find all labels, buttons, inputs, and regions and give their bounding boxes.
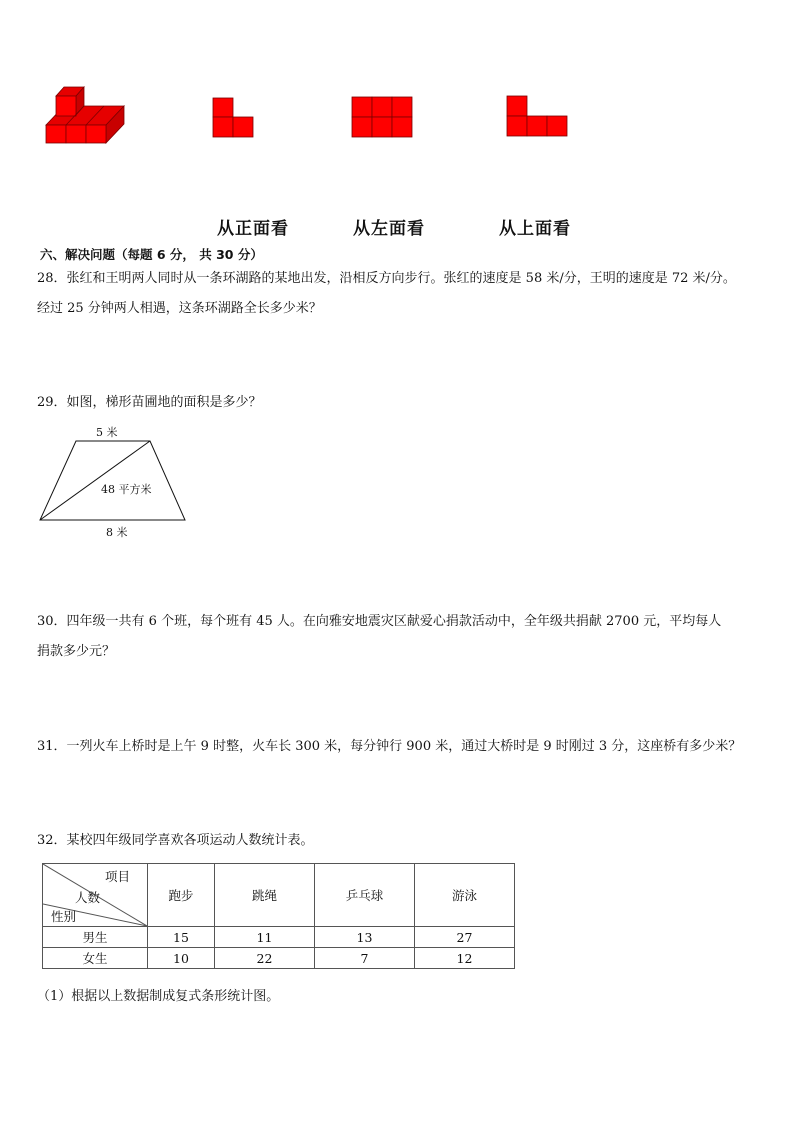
table-cell: 27	[415, 927, 515, 948]
column-header: 乒乓球	[315, 864, 415, 927]
question-32: 32．某校四年级同学喜欢各项运动人数统计表。	[37, 833, 314, 848]
table-header-row	[43, 864, 515, 927]
table-row	[43, 927, 515, 948]
question-30-line2: 捐款多少元？	[37, 644, 116, 659]
diagonal-header-cell	[43, 864, 148, 927]
front-view-label: 从正面看	[217, 219, 289, 239]
header-count-label: 人数	[75, 890, 101, 905]
sports-stats-table	[42, 863, 515, 969]
row-label: 女生	[43, 948, 148, 969]
table-cell: 15	[148, 927, 215, 948]
table-cell: 10	[148, 948, 215, 969]
section-title: 六、解决问题（每题 6 分， 共 30 分）	[40, 247, 263, 262]
question-28-line1: 28．张红和王明两人同时从一条环湖路的某地出发，沿相反方向步行。张红的速度是 58 米/分，王明的速度是 72 米/分。	[37, 271, 736, 286]
trapezoid-bottom-label: 8 米	[106, 526, 128, 539]
question-30	[37, 607, 767, 667]
question-31: 31．一列火车上桥时是上午 9 时整，火车长 300 米，每分钟行 900 米，通过大桥时是 9 时刚过 3 分，这座桥有多少米？	[37, 739, 742, 754]
header-gender-label: 性别	[51, 909, 77, 924]
table-cell: 11	[215, 927, 315, 948]
question-28	[37, 264, 767, 324]
column-header: 游泳	[415, 864, 515, 927]
question-32-sub1: （1）根据以上数据制成复式条形统计图。	[37, 989, 280, 1004]
column-header: 跑步	[148, 864, 215, 927]
trapezoid-area-label: 48 平方米	[101, 483, 152, 496]
header-item-label: 项目	[105, 869, 131, 884]
table-cell: 13	[315, 927, 415, 948]
trapezoid-top-label: 5 米	[96, 426, 118, 439]
row-label: 男生	[43, 927, 148, 948]
table-row	[43, 948, 515, 969]
top-view-label: 从上面看	[499, 219, 571, 239]
cube-figures	[0, 0, 794, 210]
left-view-label: 从左面看	[353, 219, 425, 239]
question-30-line1: 30．四年级一共有 6 个班，每个班有 45 人。在向雅安地震灾区献爱心捐款活动中，全年级共捐献 2700 元，平均每人	[37, 614, 722, 629]
question-29: 29．如图，梯形苗圃地的面积是多少？	[37, 395, 262, 410]
table-cell: 12	[415, 948, 515, 969]
front-view	[213, 98, 253, 137]
cube-stack-3d	[46, 87, 124, 143]
left-view	[352, 97, 412, 137]
table-cell: 7	[315, 948, 415, 969]
question-28-line2: 经过 25 分钟两人相遇，这条环湖路全长多少米？	[37, 301, 322, 316]
column-header: 跳绳	[215, 864, 315, 927]
top-view	[507, 96, 567, 136]
table-cell: 22	[215, 948, 315, 969]
